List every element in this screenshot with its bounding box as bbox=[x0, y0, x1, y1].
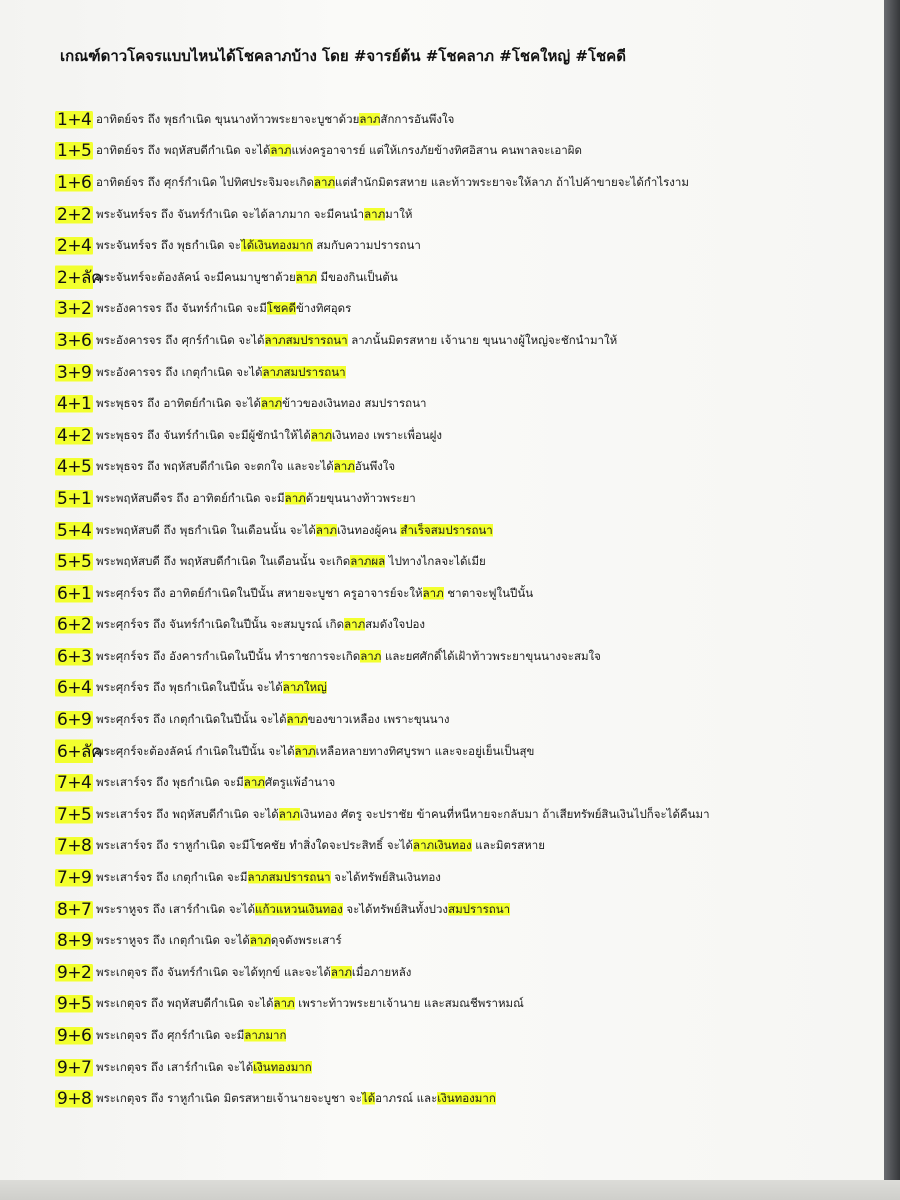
rule-text-part: พระราหูจร ถึง เสาร์กำเนิด จะได้ bbox=[96, 901, 256, 916]
list-item bbox=[0, 483, 884, 515]
rule-text-part: เงินทองผู้คน bbox=[336, 522, 401, 537]
rule-text-part: อันพึงใจ bbox=[354, 459, 396, 474]
rule-text-part: พระจันทร์จร ถึง พุธกำเนิด จะ bbox=[96, 238, 241, 253]
rule-text-part: พระพุธจร ถึง จันทร์กำเนิด จะมีผู้ชักนำให้ได้ bbox=[96, 427, 311, 442]
highlighted-text: ลาภ bbox=[286, 712, 308, 727]
rule-text-part: พระราหูจร ถึง เกตุกำเนิด จะได้ bbox=[96, 933, 250, 948]
rule-text bbox=[96, 995, 524, 1013]
list-item bbox=[0, 230, 884, 262]
rule-text-part: พระเกตุจร ถึง เสาร์กำเนิด จะได้ bbox=[96, 1059, 254, 1074]
planet-code: 5+5 bbox=[57, 552, 92, 573]
rule-text bbox=[96, 522, 493, 540]
planet-code: 5+4 bbox=[57, 520, 92, 541]
list-item bbox=[0, 673, 884, 705]
highlighted-text: ลาภสมปรารถนา bbox=[247, 870, 331, 885]
rule-text bbox=[96, 364, 346, 382]
planet-code: 2+2 bbox=[57, 204, 92, 225]
highlighted-text: ลาภ bbox=[344, 617, 366, 632]
rule-text-part: พระพุธจร ถึง อาทิตย์กำเนิด จะได้ bbox=[96, 396, 261, 411]
highlighted-text: ลาภ bbox=[284, 490, 306, 505]
rule-text-part: แห่งครูอาจารย์ แต่ให้เกรงภัยข้างทิศอิสาน คนพาลจะเอาผิด bbox=[291, 143, 582, 158]
highlighted-text: สมปรารถนา bbox=[448, 901, 511, 916]
list-item bbox=[0, 894, 884, 926]
planet-code: 6+4 bbox=[57, 678, 92, 699]
hashtag-1: #จารย์ต้น bbox=[353, 47, 421, 65]
rule-text-part: พระเกตุจร ถึง ราหูกำเนิด มิตรสหายเจ้านายจะบูชา จะ bbox=[96, 1091, 362, 1106]
rule-text bbox=[96, 174, 689, 192]
rule-text-part: พระจันทร์จร ถึง จันทร์กำเนิด จะได้ลาภมาก จะมีคนนำ bbox=[96, 206, 365, 221]
list-item bbox=[0, 199, 884, 231]
list-item bbox=[0, 420, 884, 452]
list-item bbox=[0, 546, 884, 578]
planet-code: 3+6 bbox=[57, 330, 92, 351]
highlighted-text: ลาภ bbox=[333, 459, 355, 474]
list-item bbox=[0, 325, 884, 357]
planet-code: 6+ลัค bbox=[55, 738, 93, 765]
highlighted-text: ลาภ bbox=[364, 206, 386, 221]
planet-code: 8+7 bbox=[57, 899, 92, 920]
planet-code: 3+9 bbox=[57, 362, 92, 383]
rule-text bbox=[96, 679, 327, 697]
rule-text-part: พระพฤหัสบดีจร ถึง อาทิตย์กำเนิด จะมี bbox=[96, 490, 285, 505]
rule-text-part: พระอังคารจร ถึง จันทร์กำเนิด จะมี bbox=[96, 301, 267, 316]
highlighted-text: เงินทองมาก bbox=[437, 1091, 496, 1106]
highlighted-text: ลาภ bbox=[278, 806, 300, 821]
list-item bbox=[0, 1020, 884, 1052]
highlighted-text: ลาภ bbox=[270, 143, 292, 158]
rule-text bbox=[96, 1027, 286, 1045]
rule-text bbox=[96, 142, 582, 160]
rule-text-part: พระเกตุจร ถึง จันทร์กำเนิด จะได้ทุกข์ และจะได้ bbox=[96, 964, 331, 979]
planet-code: 6+1 bbox=[57, 583, 92, 604]
planet-code: 2+4 bbox=[57, 236, 92, 257]
planet-code: 6+2 bbox=[57, 615, 92, 636]
rule-text-part: เพราะท้าวพระยาเจ้านาย และสมณชีพราหมณ์ bbox=[294, 996, 524, 1011]
rule-text-part: ศัตรูแพ้อำนาจ bbox=[264, 775, 336, 790]
list-item bbox=[0, 704, 884, 736]
rule-text-part: และยศศักดิ์ได้เฝ้าท้าวพระยาขุนนางจะสมใจ bbox=[381, 648, 601, 663]
rules-list bbox=[0, 104, 884, 1115]
rule-text-part: พระเสาร์จร ถึง พฤหัสบดีกำเนิด จะได้ bbox=[96, 806, 279, 821]
rule-text bbox=[96, 901, 510, 919]
rule-text-part: พระเกตุจร ถึง พฤหัสบดีกำเนิด จะได้ bbox=[96, 996, 274, 1011]
rule-text-part: มาให้ bbox=[385, 206, 413, 221]
highlighted-text: ลาภ bbox=[313, 174, 336, 189]
planet-code: 5+1 bbox=[57, 488, 92, 509]
list-item bbox=[0, 1083, 884, 1115]
list-item bbox=[0, 262, 884, 294]
list-item bbox=[0, 925, 884, 957]
list-item bbox=[0, 104, 884, 136]
hashtag-4: #โชคดี bbox=[575, 47, 626, 65]
list-item bbox=[0, 1052, 884, 1084]
page-title bbox=[60, 44, 626, 68]
list-item bbox=[0, 294, 884, 326]
planet-code: 7+4 bbox=[57, 773, 92, 794]
highlighted-text: ลาภ bbox=[315, 522, 337, 537]
rule-text-part: พระเสาร์จร ถึง พุธกำเนิด จะมี bbox=[96, 775, 244, 790]
planet-code: 8+9 bbox=[57, 931, 92, 952]
rule-text bbox=[96, 1090, 496, 1108]
highlighted-text: ลาภ bbox=[330, 964, 352, 979]
list-item bbox=[0, 167, 884, 199]
planet-code: 4+2 bbox=[57, 425, 92, 446]
desk-bottom bbox=[0, 1180, 900, 1200]
rule-text-part: ไปทางไกลจะได้เมีย bbox=[385, 554, 486, 569]
rule-text bbox=[96, 490, 416, 508]
rule-text bbox=[96, 206, 412, 224]
rule-text-part: อาทิตย์จร ถึง พุธกำเนิด ขุนนางท้าวพระยาจะบูชาด้วย bbox=[96, 111, 360, 126]
planet-code: 4+1 bbox=[57, 394, 92, 415]
rule-text-part: พระอังคารจร ถึง เกตุกำเนิด จะได้ bbox=[96, 364, 263, 379]
rule-text-part: อาภรณ์ และ bbox=[375, 1091, 438, 1106]
rule-text bbox=[96, 648, 601, 666]
rule-text bbox=[96, 427, 442, 445]
highlighted-text: ลาภผล bbox=[350, 554, 386, 569]
rule-text bbox=[96, 395, 426, 413]
planet-code: 1+5 bbox=[57, 141, 92, 162]
planet-code: 9+5 bbox=[57, 994, 92, 1015]
highlighted-text: ได้เงินทองมาก bbox=[240, 238, 313, 253]
rule-text-part: สักการอันพึงใจ bbox=[380, 111, 455, 126]
rule-text bbox=[96, 458, 395, 476]
rule-text-part: อาทิตย์จร ถึง ศุกร์กำเนิด ไปทิศประจิมจะเกิด bbox=[96, 174, 314, 189]
rule-text bbox=[96, 964, 411, 982]
planet-code: 7+8 bbox=[57, 836, 92, 857]
list-item bbox=[0, 831, 884, 863]
planet-code: 4+5 bbox=[57, 457, 92, 478]
highlighted-text: ลาภใหญ่ bbox=[282, 680, 327, 695]
rule-text-part: เมื่อภายหลัง bbox=[351, 964, 412, 979]
rule-text-part: พระศุกร์จร ถึง อังคารกำเนิดในปีนั้น ทำราชการจะเกิด bbox=[96, 648, 361, 663]
rule-text bbox=[96, 711, 450, 729]
rule-text-part: เหลือหลายทางทิศบูรพา และจะอยู่เย็นเป็นสุข bbox=[315, 743, 535, 758]
highlighted-text: ลาภสมปรารถนา bbox=[264, 332, 348, 347]
planet-code: 1+6 bbox=[57, 172, 92, 193]
rule-text-part: พระเกตุจร ถึง ศุกร์กำเนิด จะมี bbox=[96, 1028, 245, 1043]
rule-text bbox=[96, 585, 533, 603]
list-item bbox=[0, 515, 884, 547]
highlighted-text: ลาภ bbox=[261, 396, 283, 411]
list-item bbox=[0, 452, 884, 484]
rule-text-part: พระพฤหัสบดี ถึง พุธกำเนิด ในเดือนนั้น จะได้ bbox=[96, 522, 316, 537]
list-item bbox=[0, 578, 884, 610]
highlighted-text: ลาภ bbox=[310, 427, 332, 442]
highlighted-text: ลาภ bbox=[295, 269, 317, 284]
title-main: เกณฑ์ดาวโคจรแบบไหนได้โชคลาภบ้าง โดย bbox=[60, 47, 354, 65]
rule-text-part: พระจันทร์จะต้องลัคน์ จะมีคนมาบูชาด้วย bbox=[96, 269, 296, 284]
rule-text bbox=[96, 616, 425, 634]
highlighted-text: เงินทองมาก bbox=[253, 1059, 312, 1074]
planet-code: 6+3 bbox=[57, 646, 92, 667]
rule-text bbox=[96, 774, 335, 792]
rule-text bbox=[96, 837, 545, 855]
list-item bbox=[0, 799, 884, 831]
rule-text bbox=[96, 553, 486, 571]
rule-text-part: สมกับความปรารถนา bbox=[312, 238, 421, 253]
list-item bbox=[0, 610, 884, 642]
rule-text-part: อาทิตย์จร ถึง พฤหัสบดีกำเนิด จะได้ bbox=[96, 143, 271, 158]
list-item bbox=[0, 989, 884, 1021]
rule-text-part: ลาภนั้นมิตรสหาย เจ้านาย ขุนนางผู้ใหญ่จะชักนำมาให้ bbox=[347, 332, 618, 347]
planet-code: 7+5 bbox=[57, 804, 92, 825]
planet-code: 2+ลัค bbox=[55, 264, 93, 291]
rule-text-part: เงินทอง เพราะเพื่อนฝูง bbox=[331, 427, 443, 442]
highlighted-text: ลาภ bbox=[249, 933, 271, 948]
rule-text-part: พระศุกร์จร ถึง เกตุกำเนิดในปีนั้น จะได้ bbox=[96, 712, 287, 727]
highlighted-text: ลาภ bbox=[360, 648, 382, 663]
highlighted-text: ลาภ bbox=[422, 585, 444, 600]
rule-text bbox=[96, 332, 617, 350]
highlighted-text: แก้วแหวนเงินทอง bbox=[255, 901, 343, 916]
rule-text bbox=[96, 111, 454, 129]
planet-code: 1+4 bbox=[57, 109, 92, 130]
planet-code: 9+6 bbox=[57, 1026, 92, 1047]
rule-text-part: และมิตรสหาย bbox=[471, 838, 545, 853]
hashtag-3: #โชคใหญ่ bbox=[499, 47, 571, 65]
rule-text-part: เงินทอง ศัตรู จะปราชัย ข้าคนที่หนีหายจะกลับมา ถ้าเสียทรัพย์สินเงินไปก็จะได้คืนมา bbox=[299, 806, 710, 821]
list-item bbox=[0, 767, 884, 799]
planet-code: 9+8 bbox=[57, 1089, 92, 1110]
highlighted-text: ลาภ bbox=[359, 111, 381, 126]
list-item bbox=[0, 957, 884, 989]
rule-text-part: แต่สำนักมิตรสหาย และท้าวพระยาจะให้ลาภ ถ้าไปค้าขายจะได้กำไรงาม bbox=[335, 174, 689, 189]
rule-text bbox=[96, 300, 351, 318]
rule-text-part: พระพุธจร ถึง พฤหัสบดีกำเนิด จะตกใจ และจะได้ bbox=[96, 459, 334, 474]
rule-text bbox=[96, 869, 441, 887]
rule-text-part: พระศุกร์จะต้องลัคน์ กำเนิดในปีนั้น จะได้ bbox=[96, 743, 295, 758]
highlighted-text: ลาภสมปรารถนา bbox=[262, 364, 346, 379]
rule-text bbox=[96, 237, 421, 255]
rule-text bbox=[96, 806, 710, 824]
rule-text bbox=[96, 932, 342, 950]
rule-text bbox=[96, 1059, 312, 1077]
highlighted-text: ลาภ bbox=[294, 743, 316, 758]
list-item bbox=[0, 136, 884, 168]
rule-text-part: พระเสาร์จร ถึง ราหูกำเนิด จะมีโชคชัย ทำสิ่งใดจะประสิทธิ์ จะได้ bbox=[96, 838, 414, 853]
rule-text-part: ข้างทิศอุดร bbox=[295, 301, 352, 316]
rule-text-part: พระศุกร์จร ถึง พุธกำเนิดในปีนั้น จะได้ bbox=[96, 680, 283, 695]
rule-text-part: สมดังใจปอง bbox=[365, 617, 426, 632]
highlighted-text: โชคดี bbox=[266, 301, 296, 316]
rule-text-part: จะได้ทรัพย์สินเงินทอง bbox=[330, 870, 441, 885]
list-item bbox=[0, 736, 884, 768]
hashtag-2: #โชคลาภ bbox=[425, 47, 495, 65]
rule-text-part: มีของกินเป็นต้น bbox=[316, 269, 398, 284]
rule-text-part: พระพฤหัสบดี ถึง พฤหัสบดีกำเนิด ในเดือนนั้น จะเกิด bbox=[96, 554, 351, 569]
planet-code: 9+2 bbox=[57, 962, 92, 983]
desk-edge bbox=[884, 0, 900, 1200]
list-item bbox=[0, 388, 884, 420]
highlighted-text: สำเร็จสมปรารถนา bbox=[400, 522, 493, 537]
highlighted-text: ลาภ bbox=[243, 775, 265, 790]
rule-text-part: พระอังคารจร ถึง ศุกร์กำเนิด จะได้ bbox=[96, 332, 265, 347]
list-item bbox=[0, 641, 884, 673]
planet-code: 9+7 bbox=[57, 1057, 92, 1078]
planet-code: 6+9 bbox=[57, 710, 92, 731]
rule-text-part: ด้วยขุนนางท้าวพระยา bbox=[305, 490, 416, 505]
rule-text-part: ดุจดังพระเสาร์ bbox=[270, 933, 342, 948]
list-item bbox=[0, 862, 884, 894]
rule-text-part: ของขาวเหลือง เพราะขุนนาง bbox=[307, 712, 450, 727]
rule-text-part: พระเสาร์จร ถึง เกตุกำเนิด จะมี bbox=[96, 870, 248, 885]
highlighted-text: ลาภ bbox=[273, 996, 295, 1011]
rule-text bbox=[96, 743, 534, 761]
rule-text bbox=[96, 269, 398, 287]
rule-text-part: พระศุกร์จร ถึง อาทิตย์กำเนิดในปีนั้น สหายจะบูชา ครูอาจารย์จะให้ bbox=[96, 585, 423, 600]
highlighted-text: ลาภเงินทอง bbox=[413, 838, 472, 853]
rule-text-part: ชาตาจะฟูในปีนั้น bbox=[443, 585, 534, 600]
planet-code: 3+2 bbox=[57, 299, 92, 320]
list-item bbox=[0, 357, 884, 389]
rule-text-part: พระศุกร์จร ถึง จันทร์กำเนิดในปีนั้น จะสมบูรณ์ เกิด bbox=[96, 617, 345, 632]
highlighted-text: ได้ bbox=[361, 1091, 376, 1106]
planet-code: 7+9 bbox=[57, 868, 92, 889]
highlighted-text: ลาภมาก bbox=[244, 1028, 287, 1043]
rule-text-part: จะได้ทรัพย์สินทั้งปวง bbox=[342, 901, 449, 916]
rule-text-part: ข้าวของเงินทอง สมปรารถนา bbox=[282, 396, 427, 411]
